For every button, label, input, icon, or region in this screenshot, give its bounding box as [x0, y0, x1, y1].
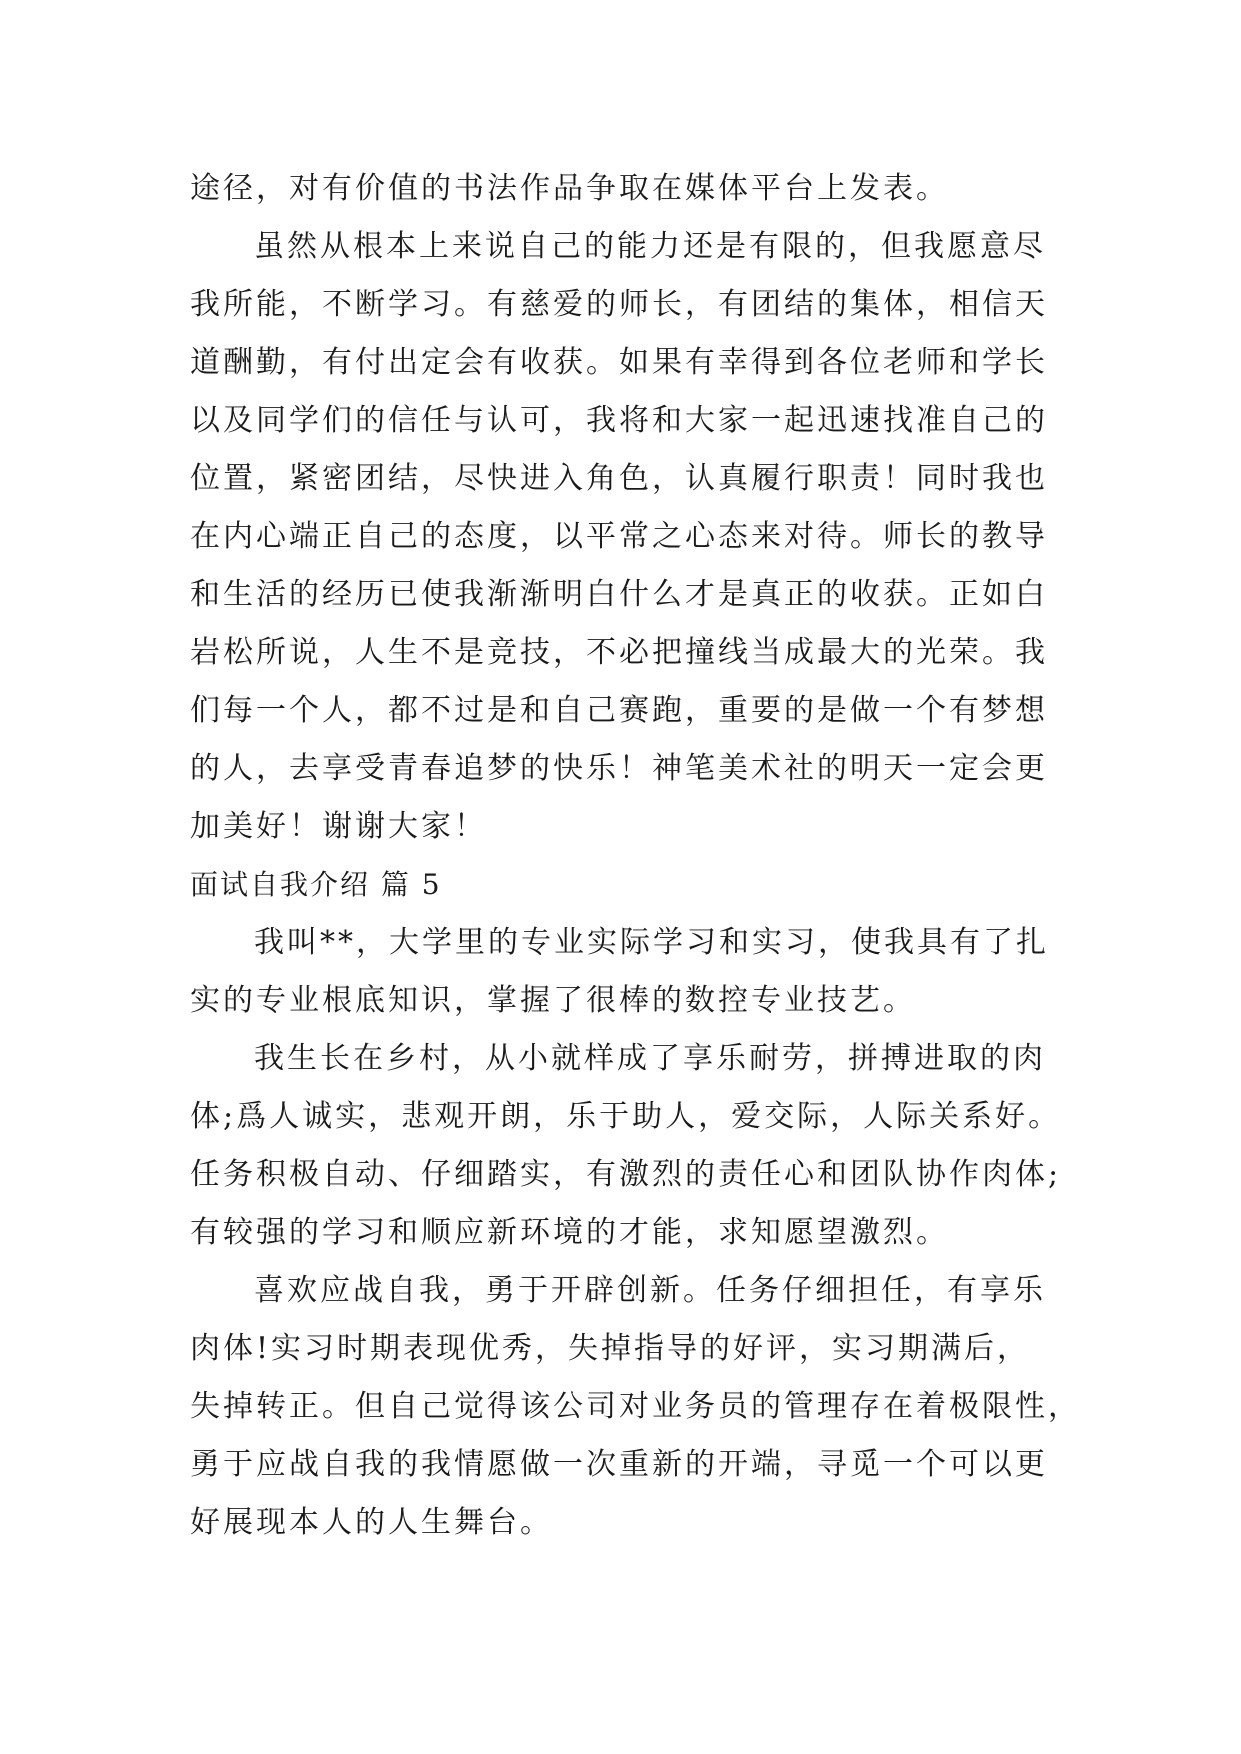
paragraph-2 [190, 914, 1050, 1030]
text-line: 和生活的经历已使我渐渐明白什么才是真正的收获。正如白 [190, 577, 1048, 612]
text-line: 在内心端正自己的态度，以平常之心态来对待。师长的教导 [190, 519, 1048, 554]
text-line: 实的专业根底知识，掌握了很棒的数控专业技艺。 [190, 983, 916, 1018]
text-line: 途径，对有价值的书法作品争取在媒体平台上发表。 [190, 171, 949, 206]
paragraph-4 [190, 1262, 1081, 1552]
document-page [190, 160, 1081, 1552]
paragraph-1 [190, 218, 1050, 856]
text-line: 喜欢应战自我，勇于开辟创新。任务仔细担任，有享乐 [254, 1273, 1046, 1308]
text-line: 我叫**，大学里的专业实际学习和实习，使我具有了扎 [254, 925, 1049, 960]
text-line: 虽然从根本上来说自己的能力还是有限的，但我愿意尽 [254, 229, 1046, 264]
text-line: 勇于应战自我的我情愿做一次重新的开端，寻觅一个可以更 [190, 1447, 1048, 1482]
text-line: 好展现本人的人生舞台。 [190, 1505, 553, 1540]
paragraph-continuation [190, 160, 1050, 218]
text-line: 我所能，不断学习。有慈爱的师长，有团结的集体，相信天 [190, 287, 1048, 322]
text-line: 的人，去享受青春追梦的快乐！神笔美术社的明天一定会更 [190, 751, 1048, 786]
text-line: 肉体!实习时期表现优秀，失掉指导的好评，实习期满后， [190, 1331, 1031, 1366]
text-line: 失掉转正。但自己觉得该公司对业务员的管理存在着极限性， [190, 1389, 1081, 1424]
text-line: 体;爲人诚实，悲观开朗，乐于助人，爱交际，人际关系好。 [190, 1099, 1062, 1134]
text-line: 以及同学们的信任与认可，我将和大家一起迅速找准自己的 [190, 403, 1048, 438]
paragraph-3 [190, 1030, 1062, 1262]
text-line: 我生长在乡村，从小就样成了享乐耐劳，拼搏进取的肉 [254, 1041, 1046, 1076]
text-line: 有较强的学习和顺应新环境的才能，求知愿望激烈。 [190, 1215, 949, 1250]
text-line: 任务积极自动、仔细踏实，有激烈的责任心和团队协作肉体; [190, 1157, 1062, 1192]
text-line: 们每一个人，都不过是和自己赛跑，重要的是做一个有梦想 [190, 693, 1048, 728]
text-line: 道酬勤，有付出定会有收获。如果有幸得到各位老师和学长 [190, 345, 1048, 380]
section-heading: 面试自我介绍 篇 5 [190, 868, 442, 901]
text-line: 加美好！谢谢大家！ [190, 809, 487, 844]
text-line: 岩松所说，人生不是竞技，不必把撞线当成最大的光荣。我 [190, 635, 1048, 670]
text-line: 位置，紧密团结，尽快进入角色，认真履行职责！同时我也 [190, 461, 1048, 496]
